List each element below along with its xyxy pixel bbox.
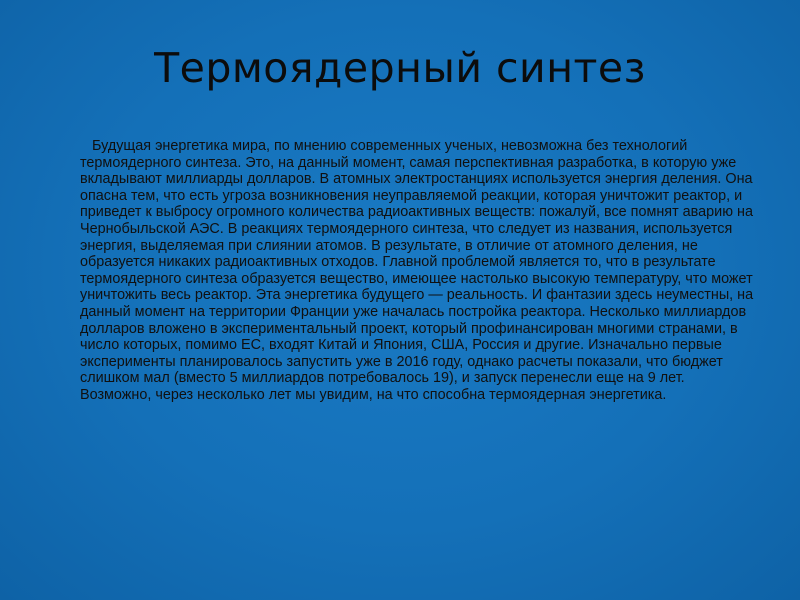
slide-title: Термоядерный синтез xyxy=(154,44,646,92)
slide-body-text: Будущая энергетика мира, по мнению современных ученых, невозможна без технологий термоядерного синтеза. Это, на данный момент, самая перспективная разработка, в которую уже вкладывают миллиарды долларов. В атомных электростанциях используется энергия деления. Она опасна тем, что есть угроза возникновения неуправляемой реакции, которая уничтожит реактор, и приведет к выбросу огромного количества радиоактивных веществ: пожалуй, все помнят аварию на Чернобыльской АЭС. В реакциях термоядерного синтеза, что следует из названия, используется энергия, выделяемая при слиянии атомов. В результате, в отличие от атомного деления, не образуется никаких радиоактивных отходов. Главной проблемой является то, что в результате термоядерного синтеза образуется вещество, имеющее настолько высокую температуру, что может уничтожить весь реактор. Эта энергетика будущего — реальность. И фантазии здесь неуместны, на данный момент на территории Франции уже началась постройка реактора. Несколько миллиардов долларов вложено в экспериментальный проект, который профинансирован многими странами, в число которых, помимо ЕС, входят Китай и Япония, США, Россия и другие. Изначально первые эксперименты планировалось запустить уже в 2016 году, однако расчеты показали, что бюджет слишком мал (вместо 5 миллиардов потребовалось 19), и запуск перенесли еще на 9 лет. Возможно, через несколько лет мы увидим, на что способна термоядерная энергетика. xyxy=(80,138,754,403)
